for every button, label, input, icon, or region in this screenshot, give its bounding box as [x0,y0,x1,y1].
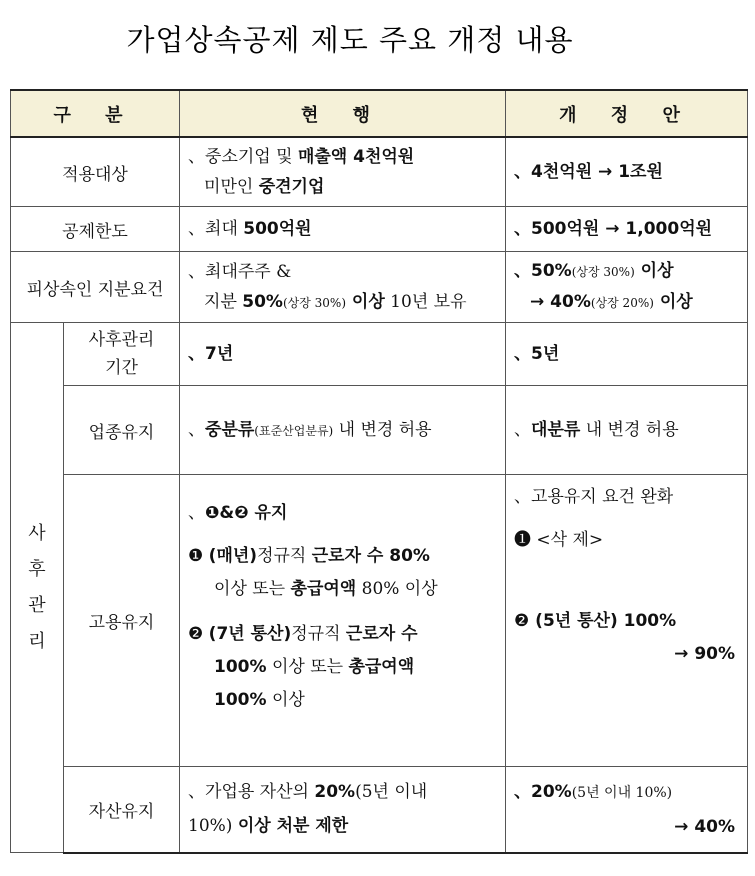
bold-text: 유지 [248,503,288,523]
small-text: (상장 30%) [571,265,635,279]
reform-table [10,89,748,854]
revised-cell [506,207,748,252]
bold-text: 、500억원 → 1,000억원 [514,219,713,239]
header-revised: 개 정 안 [506,90,748,137]
text: 이상 [266,690,305,710]
revised-cell [506,386,748,475]
text: 、중소기업 및 [188,147,298,167]
bold-text: → 90% [674,644,736,664]
number-two-icon: ❷ [514,611,530,631]
row-label: 고용유지 [64,475,180,767]
bold-text: 이상 [346,291,385,312]
current-cell [180,252,506,323]
row-label: 적용대상 [11,137,180,207]
row-label: 공제한도 [11,207,180,252]
text: 、최대 [188,219,244,239]
text: 10년 보유 [384,291,467,312]
bold-text: 대분류 [531,420,581,440]
row-employment [11,475,748,767]
revised-cell [506,475,748,767]
row-label: 업종유지 [64,386,180,475]
row-asset [11,767,748,853]
current-cell [180,207,506,252]
small-text: (5년 이내 10%) [571,784,673,801]
header-row [11,90,748,137]
text: 내 변경 허용 [580,420,679,440]
text: 내 변경 허용 [333,419,432,440]
bold-text: (매년) [208,546,258,566]
text: 이상 또는 [266,657,349,677]
bold-text: 、4천억원 → 1조원 [514,162,663,182]
small-text: (상장 30%) [282,295,347,310]
text: 10%) [188,816,238,837]
row-share [11,252,748,323]
bold-text: 100% [214,657,267,677]
bold-text: 이상 [653,292,693,312]
revised-cell [506,252,748,323]
text: 、가업용 자산의 [188,782,315,803]
char: 사 [28,522,46,544]
bold-text: 、5년 [514,344,560,364]
bold-text: → 40% [530,292,591,312]
label-line: 기간 [105,358,138,378]
row-label: 자산유지 [64,767,180,853]
bold-text: (7년 통산) [208,624,292,644]
bold-text: 총급여액 [348,657,415,677]
number-one-icon: ❶ [188,546,204,566]
bold-text: 이상 [634,261,674,281]
current-cell [180,475,506,767]
bold-text: 중분류 [205,419,255,440]
revised-cell [506,323,748,386]
bold-text: ❶&❷ [205,503,249,523]
text: 미만인 [204,177,259,197]
text: 、최대주주 & [188,261,292,282]
current-cell [180,137,506,207]
text: (5년 이내 [355,782,428,803]
number-one-icon: ❶ [514,530,532,550]
current-cell [180,323,506,386]
current-cell [180,386,506,475]
bold-text: (5년 통산) 100% [529,611,677,631]
bold-text: 총급여액 [290,579,357,599]
bold-text: 20% [314,782,356,803]
number-two-icon: ❷ [188,624,204,644]
row-limit [11,207,748,252]
revised-cell [506,767,748,853]
row-target [11,137,748,207]
text: 、 [188,419,206,440]
text: 、고용유지 요건 완화 [514,487,674,507]
bold-text: 、20% [514,781,572,802]
bold-text: 80% [383,546,430,566]
bold-text: 근로자 수 [345,624,418,644]
bold-text: 100% [214,690,267,710]
row-business [11,386,748,475]
bold-text: → 40% [674,816,736,837]
group-label-post-management [11,323,64,853]
row-label: 피상속인 지분요건 [11,252,180,323]
text: 정규직 [291,624,346,644]
bold-text: 500억원 [243,219,312,239]
text: <삭 제> [531,530,604,550]
bold-text: 50% [242,291,283,312]
text: 지분 [204,291,243,312]
bold-text: 중견기업 [258,177,325,197]
row-period [11,323,748,386]
current-cell [180,767,506,853]
bold-text: 、7년 [188,344,234,364]
bold-text: 매출액 4천억원 [297,147,415,167]
text: 、 [188,503,206,523]
bold-text: 、50% [514,261,572,281]
text: 、 [514,420,532,440]
small-text: (상장 20%) [590,296,654,310]
char: 후 [28,558,46,580]
header-category: 구 분 [11,90,180,137]
header-current: 현 행 [180,90,506,137]
text: 80% 이상 [356,579,438,599]
text: 정규직 [257,546,312,566]
revised-cell [506,137,748,207]
bold-text: 이상 처분 제한 [237,816,349,837]
char: 관 [28,594,46,616]
row-label [64,323,180,386]
small-text: (표준산업분류) [254,423,334,438]
char: 리 [28,630,46,652]
label-line: 사후관리 [88,330,155,350]
bold-text: 근로자 수 [311,546,384,566]
page-title: 가업상속공제 제도 주요 개정 내용 [126,23,574,57]
text: 이상 또는 [214,579,291,599]
